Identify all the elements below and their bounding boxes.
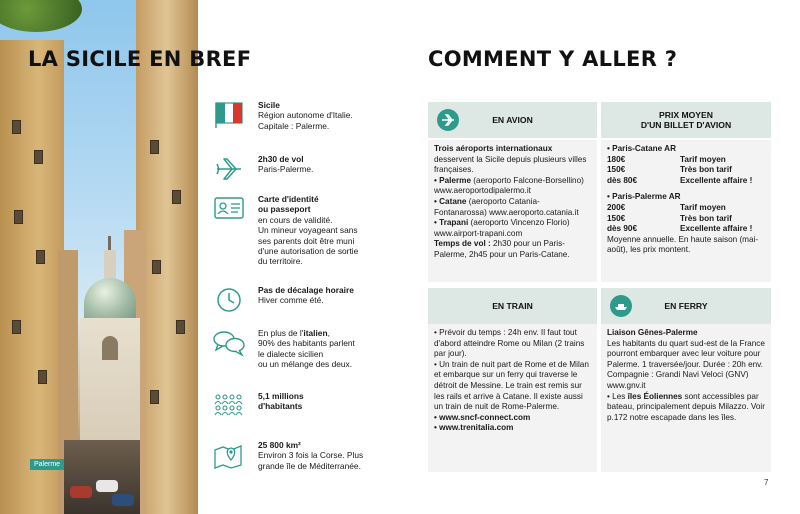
people-icon	[212, 391, 246, 421]
speech-bubbles-icon	[212, 328, 246, 358]
italy-flag-icon	[212, 100, 246, 130]
page-title-right: COMMENT Y ALLER ?	[428, 47, 678, 71]
panel-body-prix: • Paris-Catane AR 180€ Tarif moyen 150€ Très bon tarif dès 80€ Excellente affaire ! • Paris-Palerme AR 200€ Tarif moyen 150€ Très bon tarif dès 90€ Excellente affaire ! Moyenne annuelle. En haute saison (mai-août), les prix montent.	[601, 140, 771, 282]
fact-pre: En plus de l'	[258, 328, 304, 338]
airplane-icon	[212, 154, 246, 184]
panel-heading-avion: EN AVION	[428, 102, 597, 138]
link-sncf[interactable]: • www.sncf-connect.com	[434, 412, 531, 422]
palermo-street-photo	[0, 0, 198, 514]
price-table-palerme: 200€ Tarif moyen 150€ Très bon tarif dès 90€ Excellente affaire !	[607, 202, 753, 234]
fact-title: Sicile	[258, 100, 280, 110]
panel-heading-ferry: EN FERRY	[601, 288, 771, 324]
fact-title: italien	[303, 328, 328, 338]
fact-body: Paris-Palerme.	[258, 164, 314, 175]
fact-body: Région autonome d'Italie. Capitale : Palerme.	[258, 110, 353, 131]
fact-title: 25 800 km²	[258, 440, 301, 450]
panel-body-avion: Trois aéroports internationaux desservent la Sicile depuis plusieurs villes françaises. • Palerme (aeroporto Falcone-Borsellino) www.aeroportodipalermo.it • Catane (aeroporto Catania-Fontanarossa) www.aeroporto.catania.it • Trapani (aeroporto Vincenzo Florio) www.airport-trapani.com Temps de vol : 2h30 pour un Paris-Palerme, 2h45 pour un Paris-Catane.	[428, 140, 597, 282]
panel-body-train: • Prévoir du temps : 24h env. Il faut tout d'abord atteindre Rome ou Milan (2 trains par jour). • Un train de nuit part de Rome et de Milan et embarque sur un ferry qui traverse le détroit de Messine. Le train est remis sur les rails et arrive à Catane. Il existe aussi un train de nuit de Rome-Palerme. • www.sncf-connect.com • www.trenitalia.com	[428, 324, 597, 472]
price-table-catane: 180€ Tarif moyen 150€ Très bon tarif dès 80€ Excellente affaire !	[607, 154, 753, 185]
page-title-left: LA SICILE EN BREF	[28, 47, 252, 71]
fact-body: en cours de validité. Un mineur voyageant sans ses parents doit être muni d'une autorisation de sortie du territoire.	[258, 214, 359, 267]
photo-caption: Palerme	[30, 459, 64, 470]
panel-heading-prix: PRIX MOYEN D'UN BILLET D'AVION	[601, 102, 771, 138]
map-pin-icon	[212, 440, 246, 470]
fact-title: 2h30 de vol	[258, 154, 304, 164]
price-note: Moyenne annuelle. En haute saison (mai-août), les prix montent.	[607, 234, 759, 255]
clock-icon	[212, 285, 246, 315]
panel-heading-train: EN TRAIN	[428, 288, 597, 324]
panel-body-ferry: Liaison Gênes-Palerme Les habitants du quart sud-est de la France pourront embarquer avec leur voiture pour Palerme. 1 traversée/jour. Durée : 20h env. Compagnie : Grandi Navi Veloci (GNV) www.gnv.it • Les îles Éoliennes sont accessibles par bateau, principalement depuis Milazzo. Voir p.172 notre escapade dans les îles.	[601, 324, 771, 472]
fact-title: Carte d'identité ou passeport	[258, 194, 319, 215]
id-card-icon	[212, 194, 246, 224]
fact-body: , 90% des habitants parlent le dialecte sicilien ou un mélange des deux.	[258, 328, 355, 370]
fact-title: Pas de décalage horaire	[258, 285, 354, 295]
fact-body: Hiver comme été.	[258, 295, 324, 306]
page-number: 7	[764, 478, 769, 487]
airplane-icon	[437, 109, 459, 131]
fact-title: 5,1 millions d'habitants	[258, 391, 304, 412]
ferry-icon	[610, 295, 632, 317]
link-trenitalia[interactable]: • www.trenitalia.com	[434, 423, 514, 433]
fact-body: Environ 3 fois la Corse. Plus grande île de Méditerranée.	[258, 450, 364, 471]
